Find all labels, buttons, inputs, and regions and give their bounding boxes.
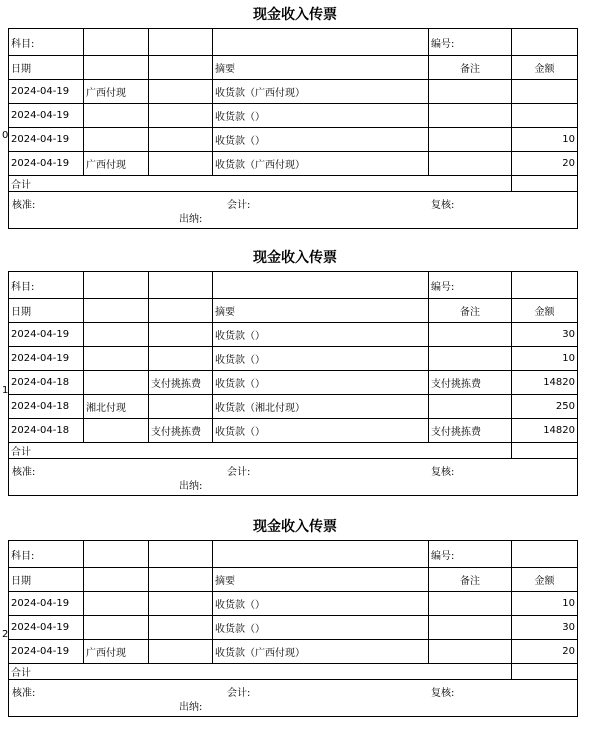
total-row (9, 664, 578, 680)
row-date: 2024-04-19 (9, 616, 84, 640)
table-row (9, 347, 578, 371)
table-row (9, 419, 578, 443)
date-header: 日期 (9, 299, 84, 323)
row-col2 (84, 347, 149, 371)
row-col2: 广西付现 (84, 640, 149, 664)
table-row (9, 592, 578, 616)
voucher-1 (0, 245, 606, 513)
cashier-label: 出纳: (179, 481, 203, 492)
voucher-table (8, 28, 578, 229)
row-note (429, 347, 512, 371)
row-col3: 支付挑拣费 (149, 371, 213, 395)
table-row (9, 128, 578, 152)
accounting-label: 会计: (227, 688, 251, 699)
row-col3 (149, 104, 213, 128)
row-amount: 10 (512, 592, 578, 616)
row-note (429, 80, 512, 104)
voucher-table (8, 271, 578, 496)
amount-header: 金额 (512, 56, 578, 80)
table-row (9, 616, 578, 640)
table-row (9, 152, 578, 176)
accounting-label: 会计: (227, 467, 251, 478)
row-summary: 收货款（） (213, 592, 429, 616)
row-date: 2024-04-19 (9, 80, 84, 104)
row-col3 (149, 323, 213, 347)
row-date: 2024-04-19 (9, 128, 84, 152)
row-date: 2024-04-19 (9, 347, 84, 371)
voucher-0 (0, 2, 606, 244)
row-col2: 广西付现 (84, 80, 149, 104)
row-summary: 收货款（） (213, 104, 429, 128)
row-note (429, 395, 512, 419)
total-amount (512, 443, 578, 459)
row-amount: 10 (512, 128, 578, 152)
amount-header: 金额 (512, 299, 578, 323)
row-note (429, 104, 512, 128)
row-amount: 14820 (512, 371, 578, 395)
row-col3 (149, 640, 213, 664)
row-date: 2024-04-18 (9, 419, 84, 443)
approve-label: 核准: (12, 467, 36, 478)
total-label: 合计 (9, 176, 512, 192)
subject-label: 科目: (9, 541, 84, 568)
subject-row (9, 29, 578, 56)
review-label: 复核: (431, 200, 455, 211)
number-value (512, 29, 578, 56)
row-note (429, 616, 512, 640)
row-col2 (84, 323, 149, 347)
row-amount: 10 (512, 347, 578, 371)
footer-row (9, 680, 578, 717)
date-header: 日期 (9, 568, 84, 592)
table-row (9, 395, 578, 419)
row-amount: 20 (512, 640, 578, 664)
header-row (9, 568, 578, 592)
row-amount: 30 (512, 323, 578, 347)
voucher-2 (0, 514, 606, 736)
row-date: 2024-04-18 (9, 395, 84, 419)
row-amount: 30 (512, 616, 578, 640)
header-row (9, 299, 578, 323)
date-header: 日期 (9, 56, 84, 80)
header-row (9, 56, 578, 80)
cashier-label: 出纳: (179, 214, 203, 225)
row-amount (512, 80, 578, 104)
row-note: 支付挑拣费 (429, 371, 512, 395)
number-label: 编号: (429, 29, 512, 56)
row-col2: 湘北付现 (84, 395, 149, 419)
row-col3 (149, 592, 213, 616)
note-header: 备注 (429, 299, 512, 323)
approve-label: 核准: (12, 688, 36, 699)
note-header: 备注 (429, 56, 512, 80)
accounting-label: 会计: (227, 200, 251, 211)
row-date: 2024-04-19 (9, 592, 84, 616)
row-col3: 支付挑拣费 (149, 419, 213, 443)
row-date: 2024-04-19 (9, 104, 84, 128)
number-label: 编号: (429, 272, 512, 299)
cashier-label: 出纳: (179, 702, 203, 713)
row-col2 (84, 419, 149, 443)
row-summary: 收货款（） (213, 323, 429, 347)
row-summary: 收货款（广西付现） (213, 640, 429, 664)
voucher-index: 2 (2, 629, 9, 640)
subject-label: 科目: (9, 29, 84, 56)
row-note (429, 592, 512, 616)
row-date: 2024-04-18 (9, 371, 84, 395)
row-col2 (84, 616, 149, 640)
total-row (9, 176, 578, 192)
row-summary: 收货款（） (213, 419, 429, 443)
summary-header: 摘要 (213, 299, 429, 323)
row-col3 (149, 80, 213, 104)
row-date: 2024-04-19 (9, 640, 84, 664)
row-note (429, 323, 512, 347)
row-col2 (84, 592, 149, 616)
summary-header: 摘要 (213, 568, 429, 592)
row-summary: 收货款（） (213, 347, 429, 371)
row-note (429, 640, 512, 664)
row-date: 2024-04-19 (9, 152, 84, 176)
number-value (512, 541, 578, 568)
row-note: 支付挑拣费 (429, 419, 512, 443)
row-amount: 250 (512, 395, 578, 419)
footer-row (9, 459, 578, 496)
subject-label: 科目: (9, 272, 84, 299)
row-date: 2024-04-19 (9, 323, 84, 347)
row-note (429, 128, 512, 152)
row-col2: 广西付现 (84, 152, 149, 176)
voucher-index: 0 (2, 130, 9, 141)
row-summary: 收货款（） (213, 616, 429, 640)
row-amount: 20 (512, 152, 578, 176)
note-header: 备注 (429, 568, 512, 592)
table-row (9, 640, 578, 664)
voucher-title: 现金收入传票 (253, 250, 337, 266)
voucher-title: 现金收入传票 (253, 7, 337, 23)
total-label: 合计 (9, 664, 512, 680)
total-amount (512, 176, 578, 192)
number-label: 编号: (429, 541, 512, 568)
review-label: 复核: (431, 688, 455, 699)
table-row (9, 323, 578, 347)
row-summary: 收货款（广西付现） (213, 80, 429, 104)
review-label: 复核: (431, 467, 455, 478)
row-col3 (149, 128, 213, 152)
row-summary: 收货款（） (213, 128, 429, 152)
total-row (9, 443, 578, 459)
voucher-table (8, 540, 578, 717)
approve-label: 核准: (12, 200, 36, 211)
row-col3 (149, 347, 213, 371)
row-amount: 14820 (512, 419, 578, 443)
row-amount (512, 104, 578, 128)
summary-header: 摘要 (213, 56, 429, 80)
row-note (429, 152, 512, 176)
table-row (9, 371, 578, 395)
number-value (512, 272, 578, 299)
row-col2 (84, 104, 149, 128)
subject-row (9, 272, 578, 299)
total-amount (512, 664, 578, 680)
amount-header: 金额 (512, 568, 578, 592)
row-col3 (149, 152, 213, 176)
voucher-index: 1 (2, 385, 9, 396)
total-label: 合计 (9, 443, 512, 459)
row-col2 (84, 128, 149, 152)
table-row (9, 104, 578, 128)
subject-row (9, 541, 578, 568)
row-summary: 收货款（） (213, 371, 429, 395)
row-col3 (149, 395, 213, 419)
row-summary: 收货款（湘北付现） (213, 395, 429, 419)
footer-row (9, 192, 578, 229)
table-row (9, 80, 578, 104)
row-col3 (149, 616, 213, 640)
row-summary: 收货款（广西付现） (213, 152, 429, 176)
row-col2 (84, 371, 149, 395)
voucher-title: 现金收入传票 (253, 519, 337, 535)
